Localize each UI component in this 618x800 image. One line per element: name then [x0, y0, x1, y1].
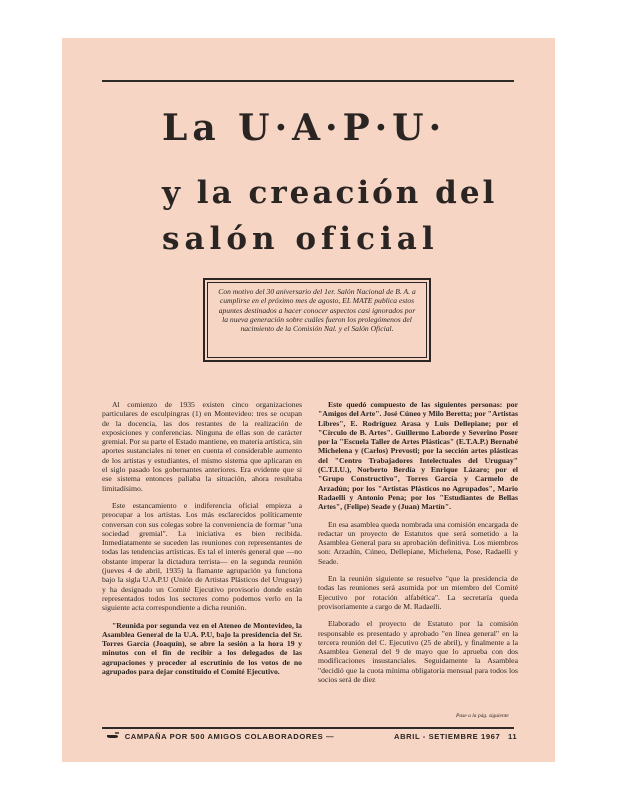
title-line-3: salón oficial — [162, 221, 439, 257]
intro-text: Con motivo del 30 aniversario del 1er. Salón Nacional de B. A. a cumplirse en el próximo mes de agosto, EL MATE publica estos apuntes destinados a hacer conocer aspectos casi ignorados por la nueva generación sobre cuáles fueron los prolegómenos del nacimiento de la Comisión Nal. y el Salón Oficial. — [207, 282, 427, 358]
paragraph: En la reunión siguiente se resuelve "que la presidencia de todas las reuniones será asumida por un miembro del Comité Ejecutivo por rotación alfabética". La secretaría queda provisoriamente a cargo de M. Radaelli. — [318, 574, 518, 611]
top-rule — [102, 80, 514, 82]
title-line-1: La U·A·P·U· — [162, 107, 447, 149]
paragraph: Al comienzo de 1935 existen cinco organizaciones particulares de esculpingras (1) en Montevideo: tres se ocupan de la docencia, las dos restantes de la realización de exposiciones y conferencias. Ninguna de ellas son de carácter gremial. Por su parte el Estado mantiene, en materia artística, sin aportes sustanciales ni tener en cuenta el considerable aumento de los artistas y estudiantes, el mismo sistema que aplicaran en el siglo pasado los gobernantes anteriores. Era evidente que si ese sistema entonces paliaba la situación, ahora resultaba limitadísimo. — [102, 400, 302, 493]
left-column — [102, 400, 302, 684]
paragraph-quote: "Reunida por segunda vez en el Ateneo de Montevideo, la Asamblea General de la U.A. P.U, bajo la presidencia del Sr. Torres García (Joaquín), se abre la sesión a la hora 19 y minutos con el fin de recibir a los delegados de las agrupaciones y proceder al escrutinio de los votos de no agrupados para dejar constituido el Comité Ejecutivo. — [102, 620, 302, 677]
bottom-rule — [102, 727, 514, 729]
page-number: 11 — [508, 732, 518, 741]
magazine-page — [62, 38, 555, 762]
footer-campaign: CAMPAÑA POR 500 AMIGOS COLABORADORES — — [124, 732, 335, 741]
paragraph: Elaborado el proyecto de Estatuto por la comisión responsable es presentado y aprobado "en línea general" en la tercera reunión del C. Ejecutivo (25 de abril), y finalmente a la Asamblea General del 9 de mayo que lo aprueba con dos modificaciones insustanciales. Seguidamente la Asamblea "decidió que la cuota mínima obligatoria mensual para todos los socios será de diez — [318, 619, 518, 685]
footer — [106, 732, 518, 742]
paragraph: Este estancamiento e indiferencia oficial empieza a preocupar a los artistas. Los más esclarecidos políticamente conversan con sus colegas sobre la conveniencia de formar "una sociedad gremial". La iniciativa es bien recibida. Inmediatamente se suceden las reuniones con representantes de todas las tendencias artísticas. Es tal el interés general que —no obstante imperar la dictadura terrista— en la segunda reunión (jueves 4 de abril, 1935) la flamante agrupación ya funciona bajo la sigla U.A.P.U (Unión de Artistas Plásticos del Uruguay) y ha designado un Comité Ejecutivo provisorio donde están representados todos los sectores como podemos verlo en la siguiente acta correspondiente a dicha reunión. — [102, 500, 302, 613]
title-line-2: y la creación del — [162, 175, 498, 211]
pointing-hand-icon — [106, 732, 122, 742]
footer-date: ABRIL - SETIEMBRE 1967 — [394, 732, 501, 741]
right-column — [318, 400, 518, 692]
paragraph: En esa asamblea queda nombrada una comisión encargada de redactar un proyecto de Estatutos que será sometido a la Asamblea General para su aprobación definitiva. Los miembros son: Arzadún, Cúneo, Dellepiane, Michelena, Pose, Radaelli y Seade. — [318, 519, 518, 566]
paragraph-committee: Este quedó compuesto de las siguientes personas: por "Amigos del Arte". José Cúneo y Milo Beretta; por "Artistas Libres", E. Rodríguez Arasa y Luis Dellepiane; por el "Círculo de B. Artes". Guillermo Laborde y Severino Poser por la "Escuela Taller de Artes Plásticas" (E.T.A.P.) Bernabé Michelena y (Carlos) Prevosti; por la sección artes plásticas del "Centro Trabajadores Intelectuales del Uruguay" (C.T.I.U.), Norberto Berdía y Enrique Lázaro; por el "Grupo Constructivo", Torres García y Carmelo de Arzadún; por los "Artistas Plásticos no Agrupados", Mario Radaelli y Antonio Pena; por los "Estudiantes de Bellas Artes", (Felipe) Seade y (Juan) Martín". — [318, 400, 518, 512]
intro-box — [203, 278, 431, 362]
continued-note: Pase a la pág. siguiente — [456, 713, 509, 719]
